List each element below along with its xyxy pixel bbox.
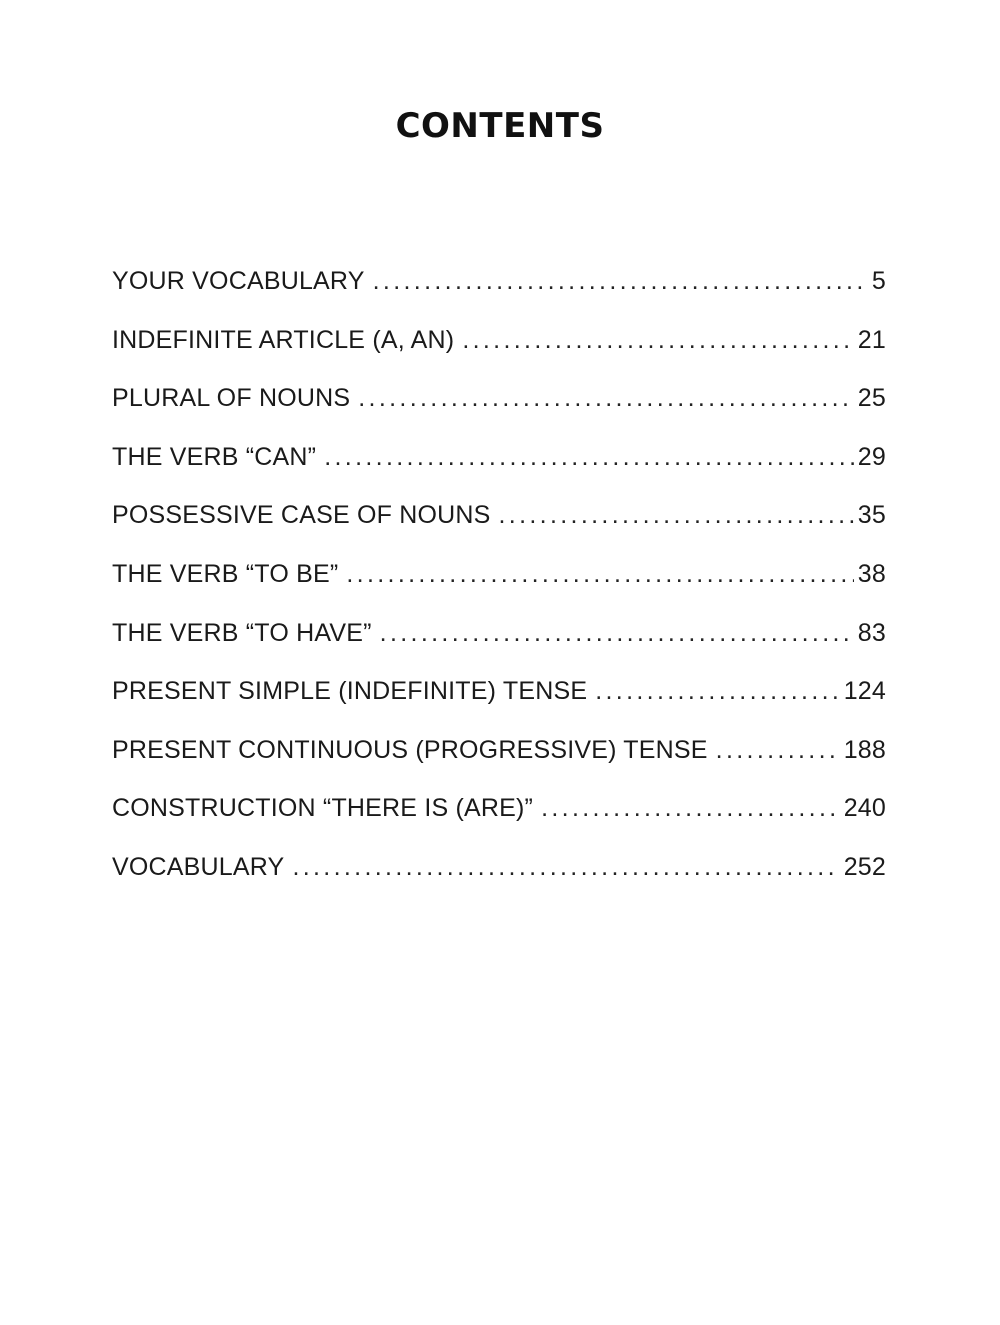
dot-leader (499, 501, 854, 530)
dot-leader (716, 736, 840, 765)
toc-entry[interactable] (112, 443, 886, 502)
dot-leader (380, 619, 854, 648)
toc-entry-page: 21 (857, 325, 886, 354)
toc-entry-title: PLURAL OF NOUNS (112, 384, 351, 413)
toc-entry[interactable] (112, 384, 886, 443)
toc-entry[interactable] (112, 677, 886, 736)
toc-entry-title: VOCABULARY (112, 852, 285, 881)
toc-entry-page: 5 (871, 267, 886, 295)
toc-entry[interactable] (112, 560, 886, 619)
toc-entry-title: INDEFINITE ARTICLE (A, AN) (112, 325, 455, 354)
toc-entry-page: 252 (843, 852, 886, 881)
dot-leader (462, 326, 853, 355)
dot-leader (595, 677, 839, 706)
toc-entry[interactable] (112, 619, 886, 678)
dot-leader (292, 853, 839, 882)
dot-leader (324, 443, 854, 472)
toc-entry[interactable] (112, 853, 886, 912)
table-of-contents (112, 267, 886, 912)
toc-entry-title: THE VERB “CAN” (112, 442, 317, 471)
toc-entry[interactable] (112, 267, 886, 326)
toc-entry-title: YOUR VOCABULARY (112, 267, 365, 295)
toc-entry-page: 38 (857, 559, 886, 588)
toc-entry[interactable] (112, 326, 886, 385)
toc-entry-title: THE VERB “TO BE” (112, 559, 339, 588)
page-title: CONTENTS (395, 106, 605, 146)
toc-entry-title: CONSTRUCTION “THERE IS (ARE)” (112, 794, 534, 823)
toc-entry-page: 25 (857, 384, 886, 413)
toc-entry[interactable] (112, 736, 886, 795)
toc-entry-page: 124 (843, 677, 886, 706)
toc-entry-page: 188 (843, 735, 886, 764)
toc-entry-title: PRESENT CONTINUOUS (PROGRESSIVE) TENSE (112, 735, 708, 764)
toc-entry[interactable] (112, 501, 886, 560)
dot-leader (358, 384, 854, 413)
dot-leader (373, 267, 868, 296)
dot-leader (346, 560, 853, 589)
toc-entry-page: 35 (857, 501, 886, 530)
dot-leader (541, 794, 840, 823)
toc-entry-page: 240 (843, 794, 886, 823)
toc-entry[interactable] (112, 794, 886, 853)
toc-entry-title: PRESENT SIMPLE (INDEFINITE) TENSE (112, 677, 588, 706)
toc-entry-title: POSSESSIVE CASE OF NOUNS (112, 501, 491, 530)
toc-entry-page: 29 (857, 442, 886, 471)
toc-entry-page: 83 (857, 618, 886, 647)
toc-entry-title: THE VERB “TO HAVE” (112, 618, 372, 647)
